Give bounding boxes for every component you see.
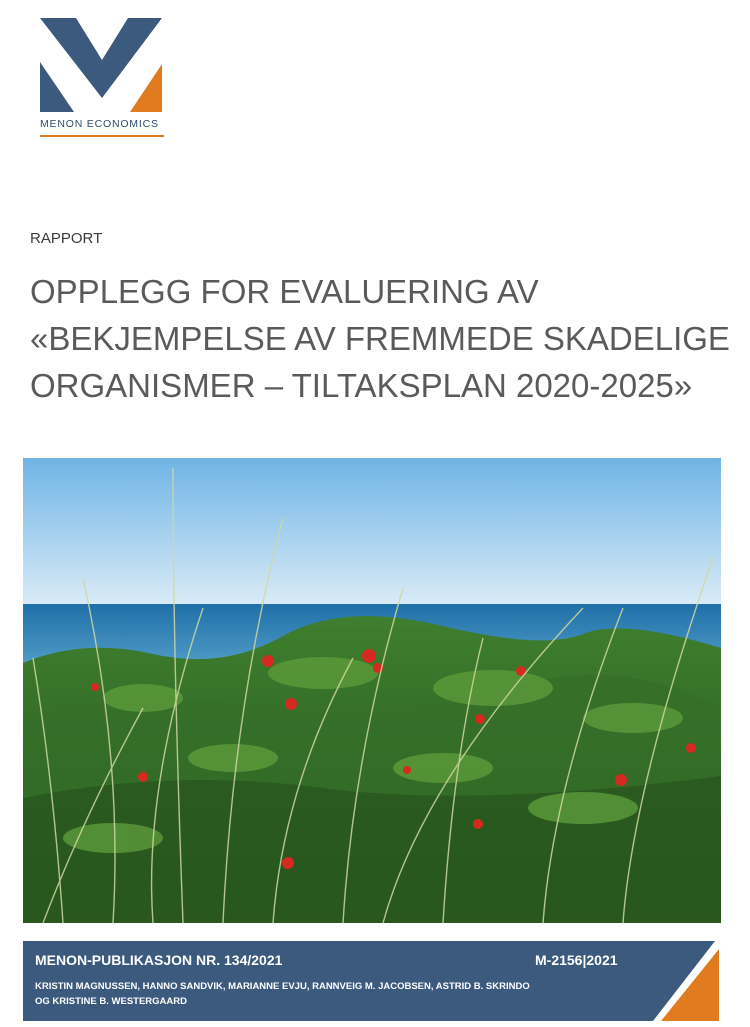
publication-footer <box>23 941 723 1021</box>
coastal-rose-bush-photo-icon <box>23 458 721 923</box>
report-type-label: RAPPORT <box>30 230 103 247</box>
corner-accent-icon <box>653 941 723 1021</box>
report-code: M-2156|2021 <box>535 952 618 968</box>
authors <box>35 979 635 1009</box>
publication-number: MENON-PUBLIKASJON NR. 134/2021 <box>35 952 283 968</box>
cover-photo <box>23 458 721 923</box>
menon-logo-mark-icon <box>40 18 164 114</box>
menon-logo <box>40 18 164 140</box>
report-title-line: OPPLEGG FOR EVALUERING AV <box>30 273 539 310</box>
authors-line: OG KRISTINE B. WESTERGAARD <box>35 996 188 1007</box>
report-title-line: ORGANISMER – TILTAKSPLAN 2020-2025» <box>30 367 693 404</box>
report-title <box>30 268 730 409</box>
logo-underline <box>40 135 164 137</box>
authors-line: KRISTIN MAGNUSSEN, HANNO SANDVIK, MARIANNE EVJU, RANNVEIG M. JACOBSEN, ASTRID B. SKRINDO <box>35 981 530 992</box>
company-name: MENON ECONOMICS <box>40 118 159 130</box>
report-title-line: «BEKJEMPELSE AV FREMMEDE SKADELIGE <box>30 320 730 357</box>
